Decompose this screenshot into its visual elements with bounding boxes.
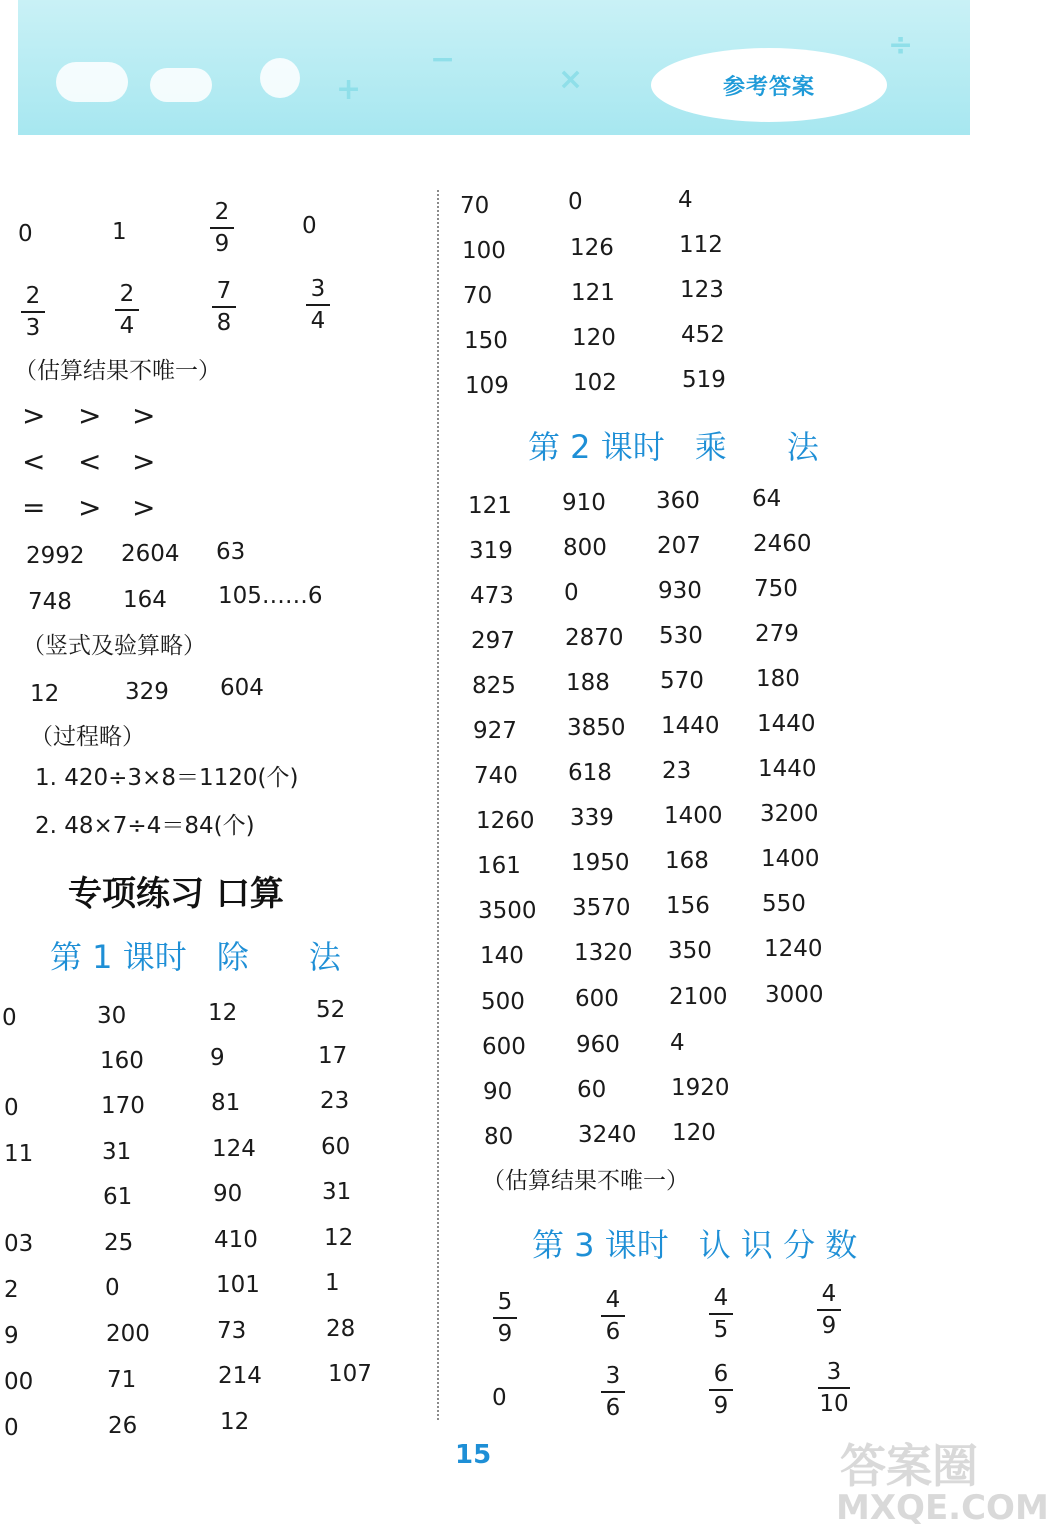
answer-value: 124 — [212, 1136, 256, 1162]
answer-value: 3200 — [760, 801, 819, 827]
answer-value: 360 — [656, 488, 700, 514]
answer-value: 121 — [571, 280, 615, 306]
answer-value: 452 — [681, 322, 725, 348]
answer-value: 410 — [214, 1227, 258, 1253]
answer-value: 1 — [325, 1270, 340, 1296]
answer-value: 63 — [216, 539, 246, 565]
answer-value: 1260 — [476, 808, 535, 834]
answer-value: 960 — [576, 1032, 620, 1058]
answer-value: 1240 — [764, 936, 823, 962]
answer-value: 519 — [682, 367, 726, 393]
answer-value: 740 — [474, 763, 518, 789]
answer-value: 12 — [220, 1409, 250, 1435]
lesson-heading: 第 1 课时 除 法 — [50, 938, 341, 976]
answer-value: 70 — [463, 283, 493, 309]
answer-value: 12 — [208, 1000, 238, 1026]
page-number: 15 — [455, 1440, 492, 1470]
answer-value: 200 — [106, 1321, 150, 1347]
answer-value: 570 — [660, 668, 704, 694]
minus-icon: − — [430, 42, 456, 77]
watermark-url: MXQE.COM — [836, 1488, 1049, 1528]
answer-value: 750 — [754, 576, 798, 602]
answer-value: 126 — [570, 235, 614, 261]
answer-badge-label: 参考答案 — [722, 74, 815, 100]
answer-value: 25 — [104, 1230, 134, 1256]
note: （估算结果不唯一） — [14, 358, 221, 384]
answer-value: 473 — [470, 583, 514, 609]
answer-badge — [651, 48, 887, 122]
fraction: 6 9 — [706, 1360, 736, 1420]
answer-value: 12 — [324, 1225, 354, 1251]
answer-value: 26 — [108, 1413, 138, 1439]
answer-value: 161 — [477, 853, 521, 879]
answer-value: 3240 — [578, 1122, 637, 1148]
answer-value: 500 — [481, 989, 525, 1015]
answer-value: 168 — [665, 848, 709, 874]
answer-value: 1400 — [761, 846, 820, 872]
answer-value: 64 — [752, 486, 782, 512]
answer-value: 9 — [210, 1045, 225, 1071]
fraction: 3 4 — [303, 275, 333, 335]
answer-value: 604 — [220, 675, 264, 701]
answer-value: 910 — [562, 490, 606, 516]
answer-value: 123 — [680, 277, 724, 303]
answer-value: 0 — [4, 1415, 19, 1441]
compare-symbol: > — [78, 399, 102, 432]
fraction: 5 9 — [490, 1288, 520, 1348]
lesson-heading: 第 2 课时 乘 法 — [528, 428, 819, 466]
answer-value: 1950 — [571, 850, 630, 876]
answer-value: 930 — [658, 578, 702, 604]
answer-value: 60 — [577, 1077, 607, 1103]
answer-value: 1320 — [574, 940, 633, 966]
answer-value: 160 — [100, 1048, 144, 1074]
answer-value: 2870 — [565, 625, 624, 651]
fraction: 4 5 — [706, 1284, 736, 1344]
answer-value: 28 — [326, 1316, 356, 1342]
answer-value: 105……6 — [218, 583, 323, 609]
answer-value: 52 — [316, 997, 346, 1023]
answer-value: 101 — [216, 1272, 260, 1298]
answer-value: 4 — [678, 187, 693, 213]
plus-icon: + — [336, 72, 362, 107]
answer-value: 1400 — [664, 803, 723, 829]
answer-value: 03 — [4, 1231, 34, 1257]
answer-value: 214 — [218, 1363, 262, 1389]
answer-value: 61 — [103, 1184, 133, 1210]
compare-symbol: > — [22, 399, 46, 432]
compare-symbol: > — [132, 399, 156, 432]
sun-icon — [260, 58, 300, 98]
answer-value: 156 — [666, 893, 710, 919]
answer-value: 107 — [328, 1361, 372, 1387]
answer-value: 0 — [302, 213, 317, 239]
fraction: 7 8 — [209, 277, 239, 337]
answer-value: 11 — [4, 1141, 34, 1167]
answer-value: 4 — [670, 1030, 685, 1056]
answer-value: 73 — [217, 1318, 247, 1344]
answer-value: 550 — [762, 891, 806, 917]
answer-value: 81 — [211, 1090, 241, 1116]
answer-value: 164 — [123, 587, 167, 613]
answer-value: 2604 — [121, 541, 180, 567]
answer-value: 120 — [672, 1120, 716, 1146]
cloud-icon — [150, 68, 212, 102]
answer-value: 530 — [659, 623, 703, 649]
fraction: 2 3 — [18, 282, 48, 342]
answer-value: 319 — [469, 538, 513, 564]
answer-value: 350 — [668, 938, 712, 964]
answer-value: 618 — [568, 760, 612, 786]
answer-value: 121 — [468, 493, 512, 519]
answer-value: 102 — [573, 370, 617, 396]
answer-value: 279 — [755, 621, 799, 647]
answer-value: 9 — [4, 1323, 19, 1349]
answer-value: 2 — [4, 1277, 19, 1303]
answer-value: 0 — [492, 1385, 507, 1411]
answer-value: 23 — [320, 1088, 350, 1114]
divide-icon: ÷ — [888, 28, 914, 63]
compare-symbol: > — [132, 491, 156, 524]
note: （估算结果不唯一） — [482, 1168, 689, 1194]
answer-value: 0 — [18, 221, 33, 247]
note: （过程略） — [30, 724, 145, 750]
compare-symbol: < — [78, 445, 102, 478]
answer-value: 140 — [480, 943, 524, 969]
answer-value: 31 — [322, 1179, 352, 1205]
compare-symbol: = — [22, 491, 46, 524]
answer-value: 1920 — [671, 1075, 730, 1101]
answer-value: 1440 — [661, 713, 720, 739]
times-icon: × — [558, 62, 584, 97]
fraction: 2 9 — [207, 198, 237, 258]
answer-value: 600 — [575, 986, 619, 1012]
answer-value: 825 — [472, 673, 516, 699]
answer-value: 339 — [570, 805, 614, 831]
answer-value: 120 — [572, 325, 616, 351]
answer-value: 112 — [679, 232, 723, 258]
answer-value: 3500 — [478, 898, 537, 924]
answer-value: 80 — [484, 1124, 514, 1150]
equation: 2. 48×7÷4＝84(个) — [35, 813, 255, 839]
answer-value: 2100 — [669, 984, 728, 1010]
compare-symbol: < — [22, 445, 46, 478]
answer-value: 170 — [101, 1093, 145, 1119]
answer-value: 180 — [756, 666, 800, 692]
answer-value: 3000 — [765, 982, 824, 1008]
answer-value: 329 — [125, 679, 169, 705]
answer-value: 1440 — [758, 756, 817, 782]
answer-value: 100 — [462, 238, 506, 264]
answer-value: 31 — [102, 1139, 132, 1165]
answer-value: 90 — [483, 1079, 513, 1105]
header-banner — [18, 0, 970, 135]
answer-value: 150 — [464, 328, 508, 354]
answer-value: 12 — [30, 681, 60, 707]
note: （竖式及验算略） — [22, 633, 206, 659]
answer-value: 800 — [563, 535, 607, 561]
answer-value: 297 — [471, 628, 515, 654]
answer-value: 0 — [105, 1275, 120, 1301]
answer-value: 30 — [97, 1003, 127, 1029]
answer-value: 2992 — [26, 543, 85, 569]
answer-value: 109 — [465, 373, 509, 399]
answer-value: 23 — [662, 758, 692, 784]
answer-value: 927 — [473, 718, 517, 744]
answer-value: 600 — [482, 1034, 526, 1060]
fraction: 2 4 — [112, 280, 142, 340]
answer-value: 0 — [564, 580, 579, 606]
column-divider — [437, 190, 439, 1420]
answer-value: 3850 — [567, 715, 626, 741]
answer-value: 70 — [460, 193, 490, 219]
answer-value: 3570 — [572, 895, 631, 921]
section-title: 专项练习 口算 — [68, 874, 284, 914]
answer-value: 0 — [2, 1005, 17, 1031]
answer-value: 748 — [28, 589, 72, 615]
answer-value: 1440 — [757, 711, 816, 737]
answer-value: 71 — [107, 1367, 137, 1393]
answer-value: 60 — [321, 1134, 351, 1160]
answer-value: 1 — [112, 219, 127, 245]
answer-value: 188 — [566, 670, 610, 696]
answer-value: 0 — [568, 189, 583, 215]
cloud-icon — [56, 62, 128, 102]
watermark-logo: 答案圈 — [840, 1439, 978, 1493]
fraction: 4 6 — [598, 1286, 628, 1346]
compare-symbol: > — [78, 491, 102, 524]
lesson-heading: 第 3 课时 认 识 分 数 — [532, 1226, 858, 1264]
fraction: 4 9 — [814, 1280, 844, 1340]
fraction: 3 6 — [598, 1362, 628, 1422]
equation: 1. 420÷3×8＝1120(个) — [35, 765, 299, 791]
answer-value: 00 — [4, 1369, 34, 1395]
compare-symbol: > — [132, 445, 156, 478]
fraction: 3 10 — [819, 1359, 849, 1417]
answer-value: 17 — [318, 1043, 348, 1069]
answer-value: 207 — [657, 533, 701, 559]
answer-value: 2460 — [753, 531, 812, 557]
answer-value: 0 — [4, 1095, 19, 1121]
answer-value: 90 — [213, 1181, 243, 1207]
